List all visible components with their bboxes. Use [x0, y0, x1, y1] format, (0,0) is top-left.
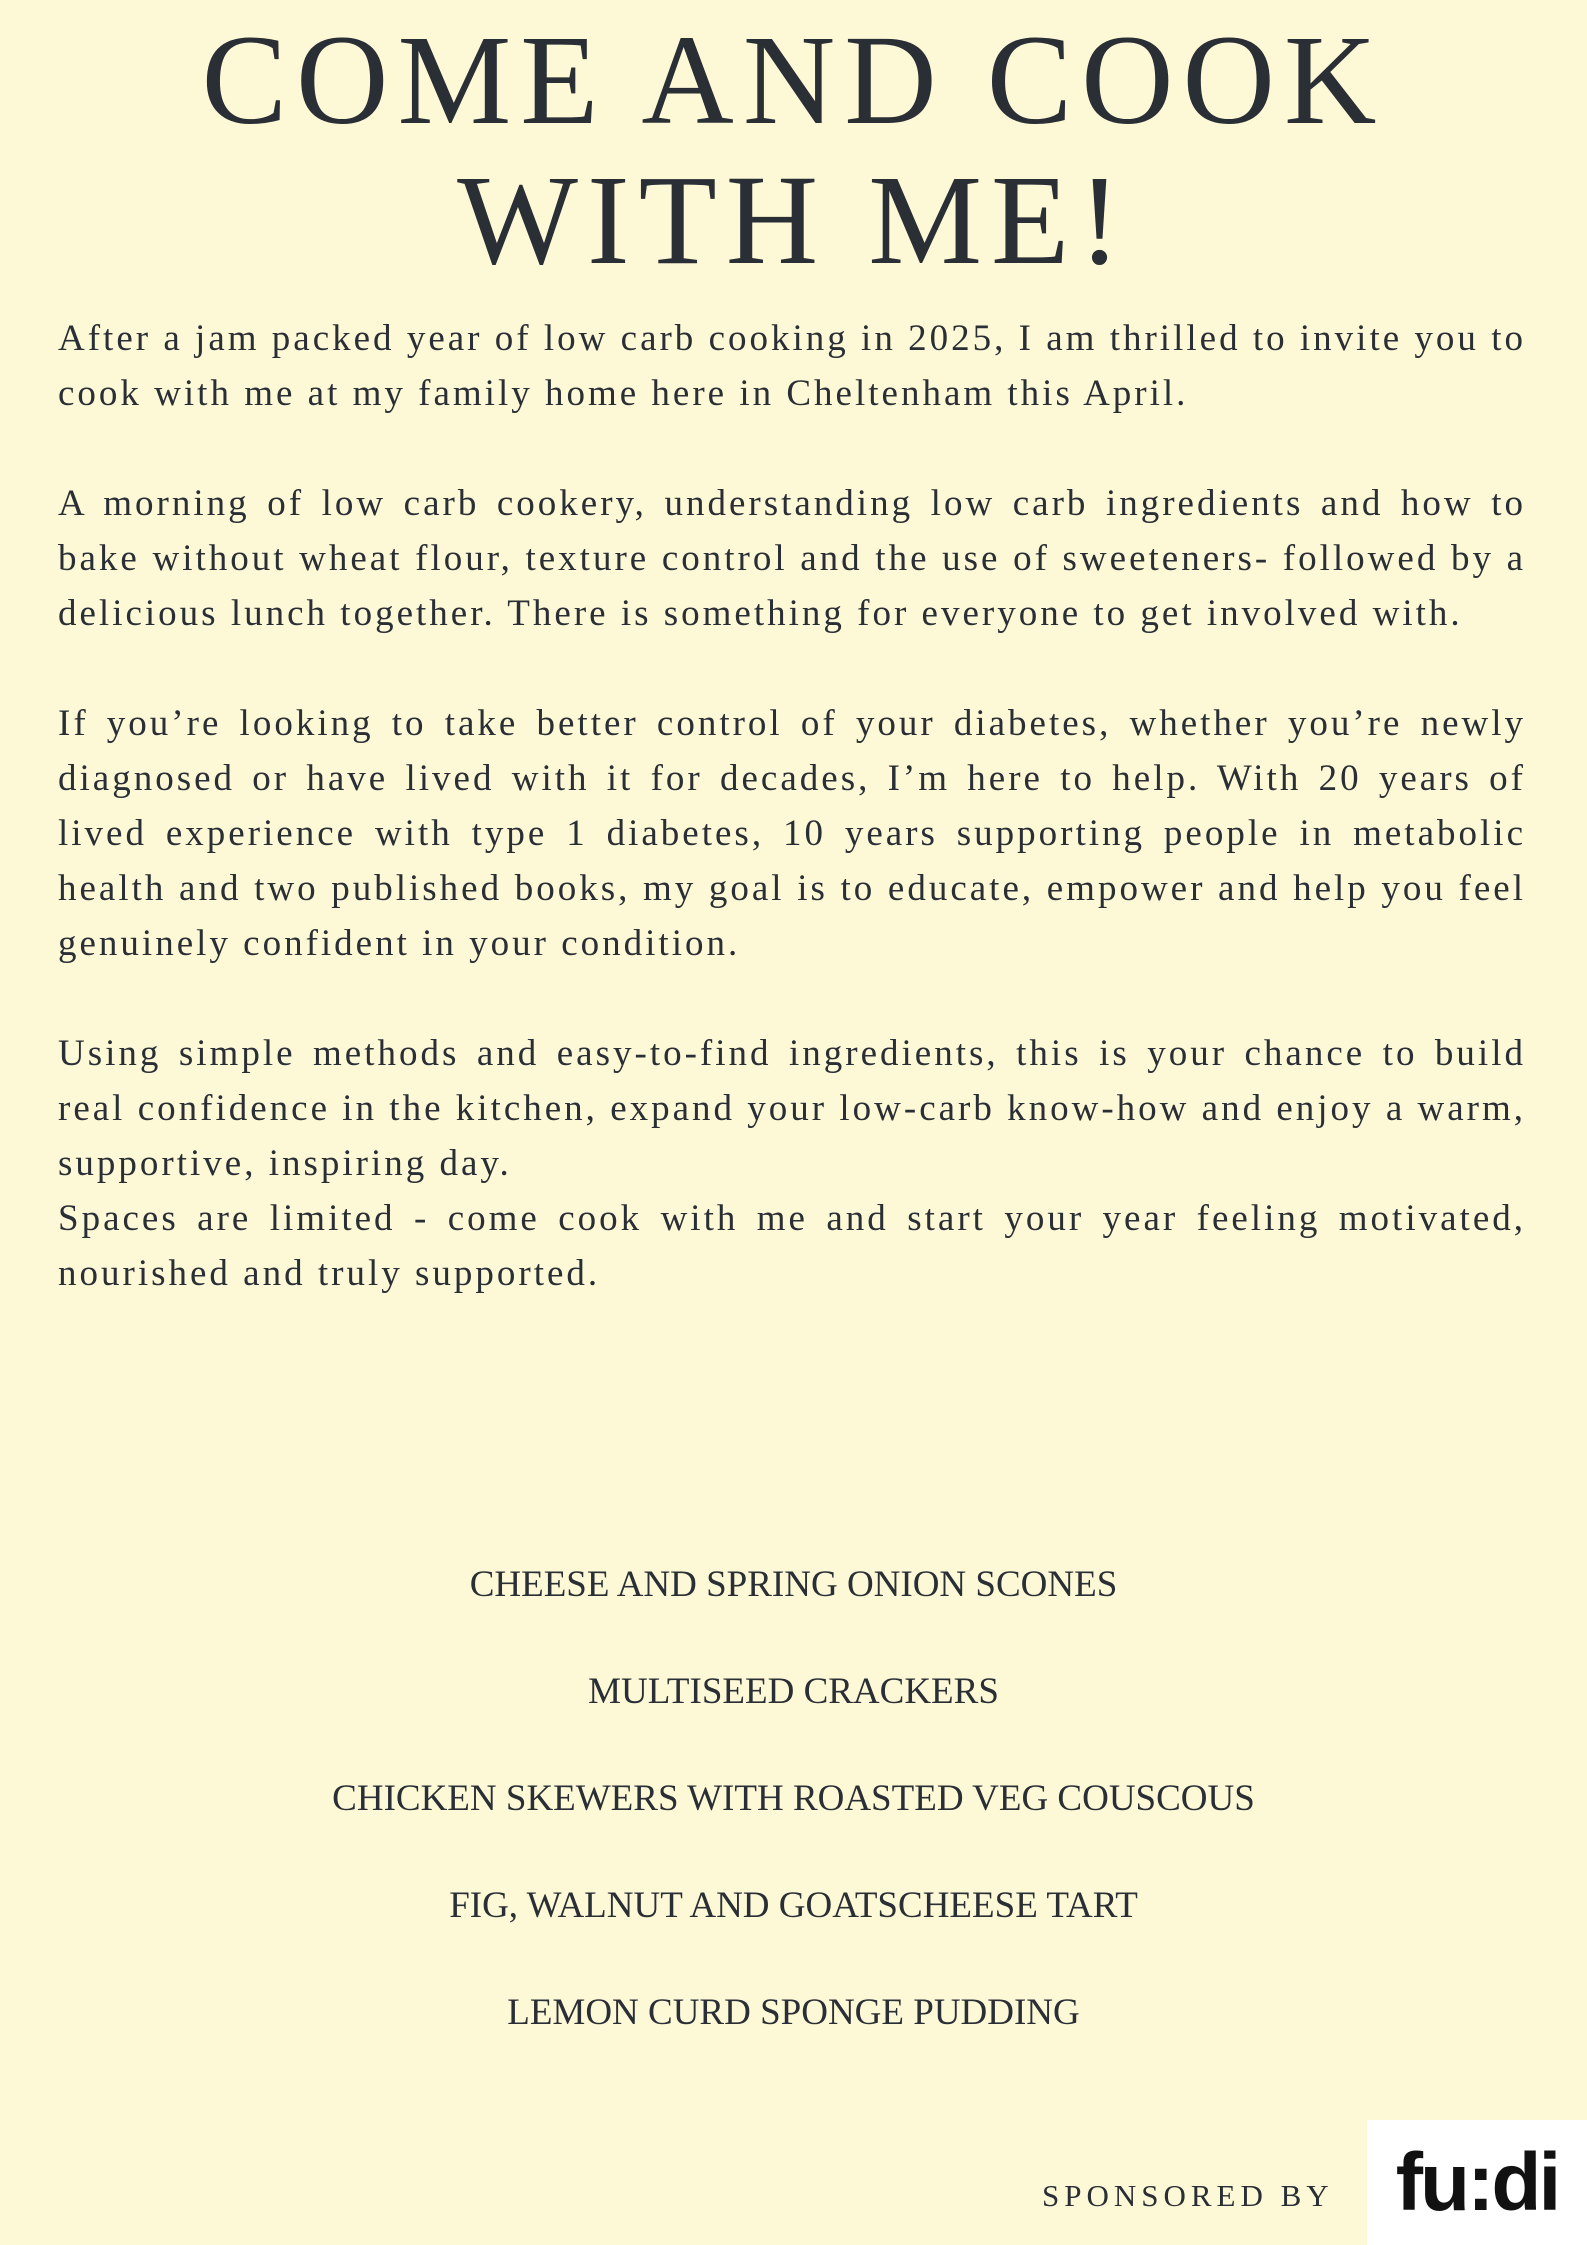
menu-item: LEMON CURD SPONGE PUDDING: [507, 1992, 1080, 2033]
sponsor-logo-text: fu:di: [1395, 2136, 1559, 2228]
sponsor-logo: [1367, 2120, 1587, 2245]
intro-paragraph: Using simple methods and easy-to-find ingredients, this is your chance to build real confidence in the kitchen, expand your low-carb know-how and enjoy a warm, supportive, inspiring day.: [58, 1033, 1526, 1184]
menu-item: FIG, WALNUT AND GOATSCHEESE TART: [449, 1885, 1138, 1926]
page-title: [0, 10, 1587, 290]
menu-item: CHEESE AND SPRING ONION SCONES: [469, 1564, 1118, 1605]
intro-paragraph: A morning of low carb cookery, understanding low carb ingredients and how to bake without wheat flour, texture control and the use of sweeteners- followed by a delicious lunch together. There is something for everyone to get involved with.: [58, 483, 1526, 634]
menu-list: [0, 1560, 1587, 2095]
sponsor-label: SPONSORED BY: [1042, 2178, 1334, 2213]
intro-paragraph: If you’re looking to take better control of your diabetes, whether you’re newly diagnosed or have lived with it for decades, I’m here to help. With 20 years of lived experience with type 1 diabetes, 10 years supporting people in metabolic health and two published books, my goal is to educate, empower and help you feel genuinely confident in your condition.: [58, 703, 1526, 964]
menu-item: CHICKEN SKEWERS WITH ROASTED VEG COUSCOUS: [332, 1778, 1255, 1819]
title-line-1: COME AND COOK: [201, 9, 1386, 151]
menu-item: MULTISEED CRACKERS: [588, 1671, 999, 1712]
title-line-2: WITH ME!: [457, 149, 1130, 291]
intro-text: [58, 311, 1526, 1301]
intro-paragraph: After a jam packed year of low carb cooking in 2025, I am thrilled to invite you to cook with me at my family home here in Cheltenham this April.: [58, 318, 1526, 414]
intro-paragraph: Spaces are limited - come cook with me and start your year feeling motivated, nourished and truly supported.: [58, 1198, 1526, 1294]
